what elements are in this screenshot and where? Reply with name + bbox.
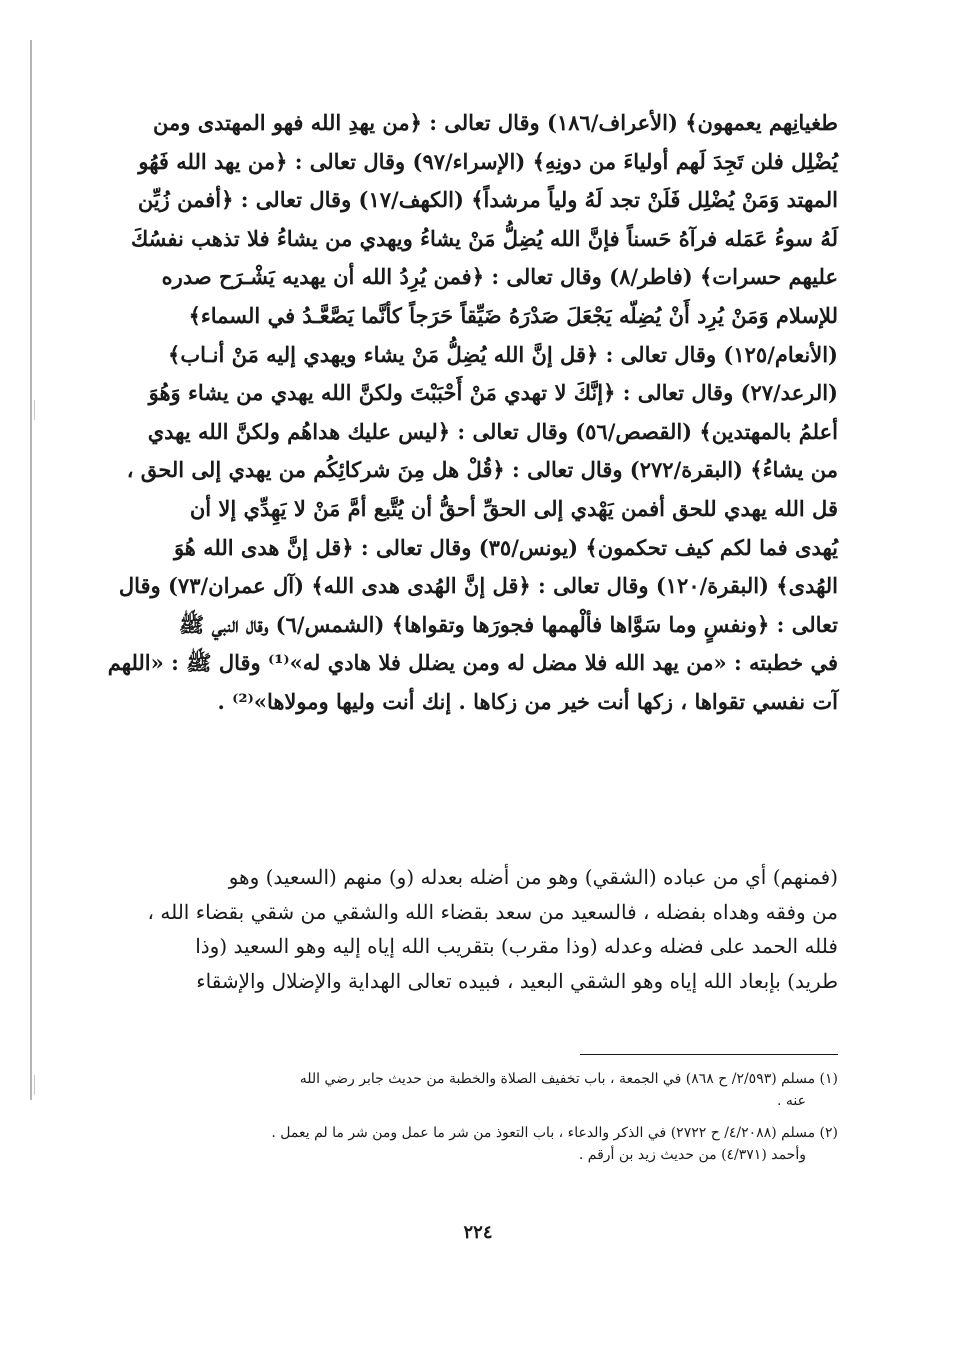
footnotes: [128, 1068, 838, 1166]
text-line: قل الله يهدي للحق أفمن يَهْدي إلى الحقِّ أحقُّ أن يُتَّبع أمَّ مَنْ لا يَهِدِّي إلا أن: [189, 495, 838, 521]
text-line: تعالى : ﴿ونفسٍ وما سَوَّاها فألْهمها فجورَها وتقواها﴾ (الشمس/٦) وقال النبي ﷺ: [178, 611, 838, 637]
text-line: (الرعد/٢٧) وقال تعالى : ﴿إنَّكَ لا تهدي مَنْ أَحْبَبْتَ ولكنَّ الله يهدي من يشاء وَهُوَ: [148, 380, 838, 406]
footnote-2-continuation: وأحمد (٤/٣٧١) من حديث زيد بن أرقم .: [578, 1147, 806, 1163]
text-line: عليهم حسرات﴾ (فاطر/٨) وقال تعالى : ﴿فمن يُرِدُ الله أن يهديه يَشْـرَح صدره: [161, 264, 838, 290]
scan-page-edge: [30, 40, 32, 1100]
text-line: فلله الحمد على فضله وعدله (وذا مقرب) بتقريب الله إياه إليه وهو السعيد (وذا: [195, 934, 838, 958]
text-line: يُهدى فما لكم كيف تحكمون﴾ (يونس/٣٥) وقال تعالى : ﴿قل إنَّ هدى الله هُوَ: [173, 534, 838, 560]
text-line: المهتد وَمَنْ يُضْلِل فَلَنْ تجد لَهُ ولياً مرشداً﴾ (الكهف/١٧) وقال تعالى : ﴿أفمن زُيِّن: [137, 187, 838, 213]
text-line: يُضْلِل فلن تَجِدَ لَهم أولياءَ من دونِهِ﴾ (الإسراء/٩٧) وقال تعالى : ﴿من يهد الله فَهُو: [138, 148, 838, 174]
footnote-2: (٢) مسلم (٤/٢٠٨٨/ ح ٢٧٢٢) في الذكر والدعاء ، باب التعوذ من شر ما عمل ومن شر ما لم يعمل .: [271, 1125, 838, 1141]
footnote-separator: [580, 1054, 838, 1055]
scan-mark: [34, 1075, 35, 1095]
text-line: لَهُ سوءُ عَمَله فرآهُ حَسناً فإنَّ الله يُضِلُّ مَنْ يشاءُ ويهدي من يشاءُ فلا تذهب نفسُكَ: [130, 225, 838, 251]
main-paragraph: [107, 104, 838, 722]
text-line: طغيانِهم يعمهون﴾ (الأعراف/١٨٦) وقال تعالى : ﴿من يهدِ الله فهو المهتدى ومن: [153, 110, 838, 135]
text-line: من وفقه وهداه بفضله ، فالسعيد من سعد بقضاء الله والشقي من شقي بقضاء الله ،: [147, 899, 838, 924]
text-line: أعلمُ بالمهتدين﴾ (القصص/٥٦) وقال تعالى : ﴿ليس عليك هداهُم ولكنَّ الله يهدي: [147, 418, 838, 444]
commentary-paragraph: [128, 860, 838, 998]
text-line: آت نفسي تقواها ، زكها أنت خير من زكاها . إنك أنت وليها ومولاها»⁽²⁾ .: [217, 688, 838, 714]
text-line: (الأنعام/١٢٥) وقال تعالى : ﴿قل إنَّ الله يُضِلُّ مَنْ يشاء ويهدي إليه مَنْ أنـاب﴾: [168, 341, 838, 367]
footnote-1: (١) مسلم (٢/٥٩٣/ ح ٨٦٨) في الجمعة ، باب تخفيف الصلاة والخطبة من حديث جابر رضي الله: [299, 1071, 838, 1087]
text-line: للإسلام وَمَنْ يُرِد أَنْ يُضِلّه يَجْعَلَ صَدْرَهُ ضَيِّقاً حَرَجاً كأنَّما يَصَّعَّـدُ في السماء﴾: [188, 302, 838, 328]
text-line: طريد) بإبعاد الله إياه وهو الشقي البعيد ، فبيده تعالى الهداية والإضلال والإشقاء: [196, 968, 838, 993]
text-line: الهُدى﴾ (البقرة/١٢٠) وقال تعالى : ﴿قل إنَّ الهُدى هدى الله﴾ (آل عمران/٧٣) وقال: [118, 573, 838, 599]
footnote-1-continuation: عنه .: [777, 1093, 806, 1109]
text-line: من يشاءُ﴾ (البقرة/٢٧٢) وقال تعالى : ﴿قُلْ هل مِنَ شركائِكُم من يهدي إلى الحق ،: [126, 457, 838, 483]
text-line: (فمنهم) أي من عباده (الشقي) وهو من أضله بعدله (و) منهم (السعيد) وهو: [228, 865, 838, 889]
text-line: في خطبته : «من يهد الله فلا مضل له ومن يضلل فلا هادي له»⁽¹⁾ وقال ﷺ : «اللهم: [107, 650, 838, 676]
page-number: ٢٢٤: [463, 1222, 493, 1243]
scan-mark: [34, 400, 35, 420]
